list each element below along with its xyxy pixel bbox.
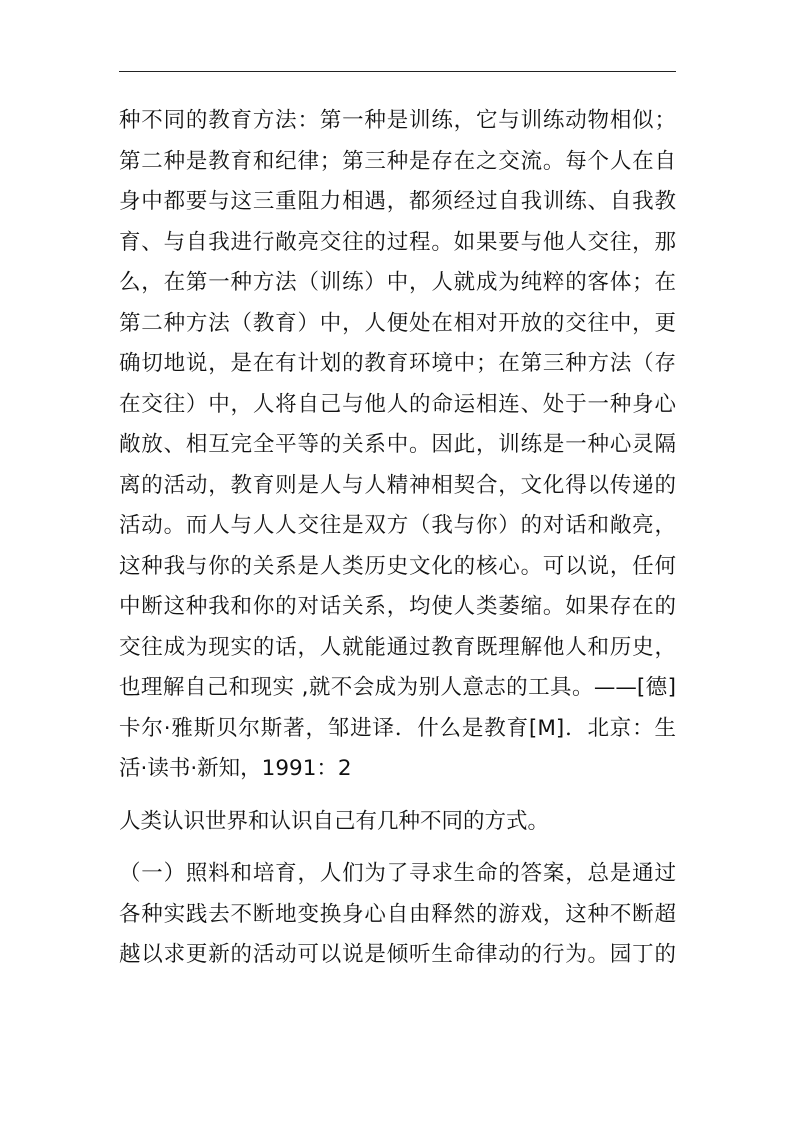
text-line: 人类认识世界和认识自己有几种不同的方式。 xyxy=(119,808,550,834)
text-line: 各种实践去不断地变换身心自由释然的游戏，这种不断超 xyxy=(119,901,676,927)
document-body xyxy=(119,101,676,976)
text-line: 么，在第一种方法（训练）中，人就成为纯粹的客体；在 xyxy=(119,270,676,295)
text-line: 身中都要与这三重阻力相遇，都须经过自我训练、自我教 xyxy=(119,189,676,214)
text-line: 种不同的教育方法：第一种是训练，它与训练动物相似； xyxy=(119,108,676,133)
paragraph-quotation xyxy=(119,101,676,790)
text-line: 也理解自己和现实 ,就不会成为别人意志的工具。——[德] xyxy=(119,675,676,700)
text-line: 确切地说，是在有计划的教育环境中；在第三种方法（存 xyxy=(119,351,676,376)
text-line: 这种我与你的关系是人类历史文化的核心。可以说，任何 xyxy=(119,553,676,579)
paragraph-section-one xyxy=(119,854,676,976)
text-line: 卡尔·雅斯贝尔斯著，邹进译．什么是教育[M]．北京：生 xyxy=(119,715,676,741)
text-line: 育、与自我进行敞亮交往的过程。如果要与他人交往，那 xyxy=(119,229,676,255)
text-line: 在交往）中，人将自己与他人的命运相连、处于一种身心 xyxy=(119,391,676,417)
text-line: （一）照料和培育，人们为了寻求生命的答案，总是通过 xyxy=(119,861,676,886)
text-line: 活动。而人与人人交往是双方（我与你）的对话和敞亮， xyxy=(119,513,676,538)
text-line: 第二种是教育和纪律；第三种是存在之交流。每个人在自 xyxy=(119,148,676,174)
text-line: 活·读书·新知，1991：2 xyxy=(119,756,352,781)
text-line: 敞放、相互完全平等的关系中。因此，训练是一种心灵隔 xyxy=(119,432,676,457)
text-line: 第二种方法（教育）中，人便处在相对开放的交往中，更 xyxy=(119,310,676,336)
text-line: 越以求更新的活动可以说是倾听生命律动的行为。园丁的 xyxy=(119,942,676,967)
text-line: 离的活动，教育则是人与人精神相契合，文化得以传递的 xyxy=(119,472,676,498)
text-line: 中断这种我和你的对话关系，均使人类萎缩。如果存在的 xyxy=(119,594,676,619)
header-rule xyxy=(119,71,676,72)
text-line: 交往成为现实的话，人就能通过教育既理解他人和历史， xyxy=(119,634,676,660)
paragraph-intro xyxy=(119,802,676,843)
